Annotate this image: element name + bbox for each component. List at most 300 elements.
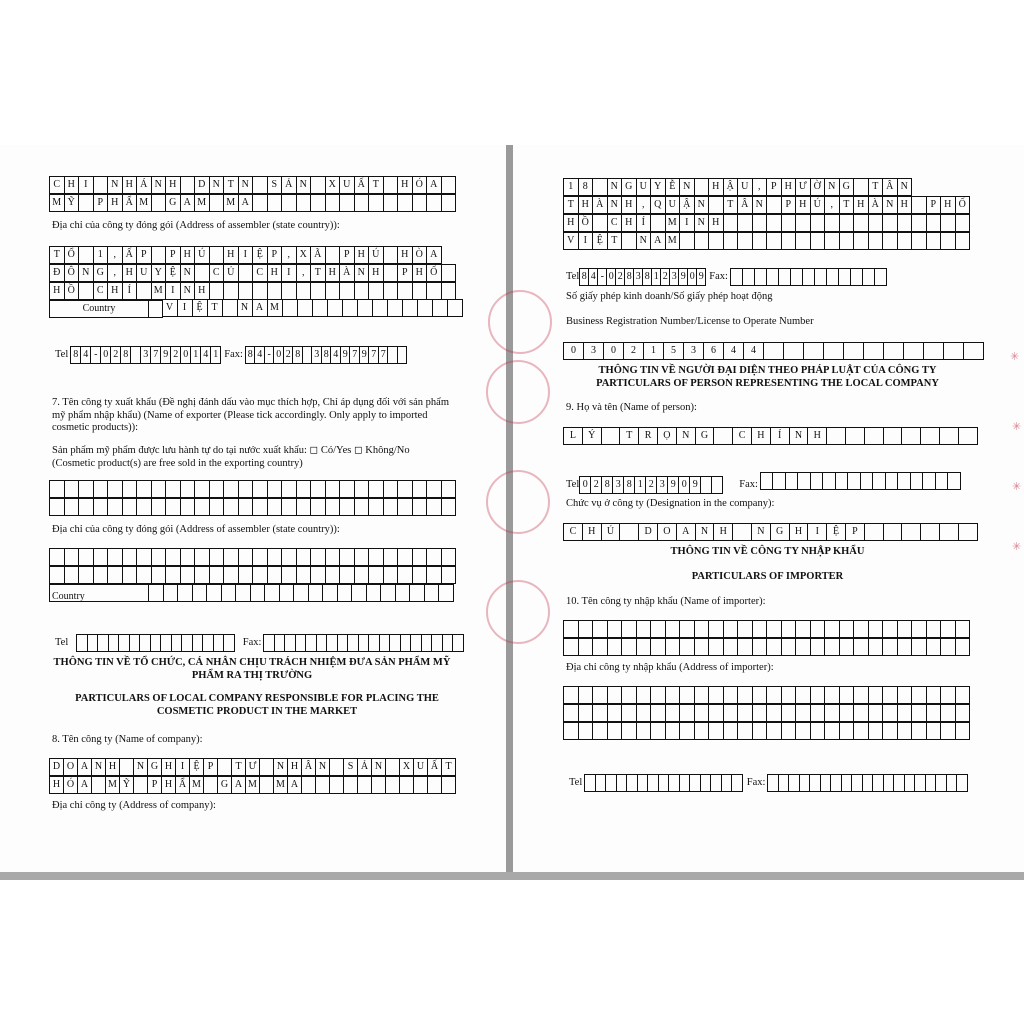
char-box[interactable] [78, 498, 94, 516]
char-box[interactable] [864, 523, 884, 541]
char-box[interactable]: T [619, 427, 639, 445]
char-box[interactable] [563, 620, 579, 638]
char-box[interactable]: N [151, 176, 167, 194]
char-box[interactable]: 3 [612, 476, 624, 494]
char-box[interactable]: Ệ [192, 299, 208, 317]
char-box[interactable] [337, 584, 353, 602]
char-box[interactable]: Y [650, 178, 666, 196]
char-box[interactable]: P [136, 246, 152, 264]
char-box[interactable]: , [824, 196, 840, 214]
char-box[interactable] [163, 584, 179, 602]
char-box[interactable] [49, 548, 65, 566]
char-box[interactable]: G [621, 178, 637, 196]
char-box[interactable] [650, 722, 666, 740]
char-box[interactable] [235, 584, 251, 602]
char-box[interactable] [824, 232, 840, 250]
char-box[interactable] [694, 686, 710, 704]
char-box[interactable] [441, 776, 456, 794]
char-box[interactable]: N [209, 176, 225, 194]
char-box[interactable]: C [93, 282, 109, 300]
char-box[interactable] [148, 584, 164, 602]
char-box[interactable]: Ệ [165, 264, 181, 282]
char-box[interactable] [636, 686, 652, 704]
char-box[interactable] [911, 232, 927, 250]
char-box[interactable] [897, 686, 913, 704]
char-box[interactable] [64, 566, 80, 584]
char-box[interactable] [940, 704, 956, 722]
char-box[interactable]: N [354, 264, 370, 282]
char-box[interactable] [259, 776, 274, 794]
char-box[interactable] [592, 722, 608, 740]
char-box[interactable]: O [63, 758, 78, 776]
char-box[interactable]: P [165, 246, 181, 264]
char-box[interactable] [723, 686, 739, 704]
char-box[interactable] [402, 299, 418, 317]
char-box[interactable] [310, 194, 326, 212]
char-box[interactable] [93, 566, 109, 584]
char-box[interactable] [354, 194, 370, 212]
char-box[interactable]: N [133, 758, 148, 776]
char-box[interactable] [737, 686, 753, 704]
char-box[interactable]: H [807, 427, 827, 445]
char-box[interactable] [238, 566, 254, 584]
char-box[interactable] [897, 620, 913, 638]
char-box[interactable] [926, 722, 942, 740]
char-box[interactable]: 0 [687, 268, 697, 286]
char-box[interactable] [839, 722, 855, 740]
char-box[interactable] [783, 342, 804, 360]
char-box[interactable] [310, 548, 326, 566]
char-box[interactable]: 6 [703, 342, 724, 360]
char-box[interactable]: Y [151, 264, 167, 282]
char-box[interactable] [958, 523, 978, 541]
char-box[interactable] [920, 427, 940, 445]
char-box[interactable] [781, 638, 797, 656]
char-box[interactable] [339, 194, 355, 212]
char-box[interactable]: A [426, 176, 442, 194]
char-box[interactable] [151, 498, 167, 516]
char-box[interactable] [636, 722, 652, 740]
company-fax-cells[interactable] [731, 268, 887, 286]
char-box[interactable]: H [107, 282, 123, 300]
char-box[interactable]: M [194, 194, 210, 212]
char-box[interactable] [310, 176, 326, 194]
char-box[interactable] [203, 776, 218, 794]
char-box[interactable] [397, 346, 408, 364]
char-box[interactable] [78, 194, 94, 212]
char-box[interactable]: Ệ [592, 232, 608, 250]
char-box[interactable]: 0 [603, 342, 624, 360]
char-box[interactable]: 7 [150, 346, 161, 364]
char-box[interactable] [282, 299, 298, 317]
company-name-row[interactable] [50, 176, 456, 194]
char-box[interactable] [93, 176, 109, 194]
char-box[interactable]: Í [636, 214, 652, 232]
char-box[interactable]: T [839, 196, 855, 214]
char-box[interactable] [650, 704, 666, 722]
char-box[interactable] [940, 638, 956, 656]
char-box[interactable]: N [238, 176, 254, 194]
char-box[interactable]: H [563, 214, 579, 232]
char-box[interactable]: Ú [810, 196, 826, 214]
char-box[interactable]: Ô [64, 264, 80, 282]
char-box[interactable]: T [868, 178, 884, 196]
char-box[interactable] [679, 704, 695, 722]
char-box[interactable]: 7 [378, 346, 389, 364]
char-box[interactable] [441, 480, 457, 498]
char-box[interactable] [723, 232, 739, 250]
company-address-row[interactable] [564, 214, 970, 232]
char-box[interactable] [578, 704, 594, 722]
char-box[interactable] [563, 722, 579, 740]
char-box[interactable]: 4 [743, 342, 764, 360]
char-box[interactable]: D [638, 523, 658, 541]
char-box[interactable]: Ễ [665, 178, 681, 196]
char-box[interactable]: T [723, 196, 739, 214]
char-box[interactable] [119, 758, 134, 776]
char-box[interactable] [238, 264, 254, 282]
char-box[interactable] [797, 472, 811, 490]
char-box[interactable] [826, 427, 846, 445]
char-box[interactable] [209, 246, 225, 264]
char-box[interactable] [78, 246, 94, 264]
char-box[interactable] [601, 427, 621, 445]
char-box[interactable] [723, 214, 739, 232]
char-box[interactable]: M [189, 776, 204, 794]
char-box[interactable] [911, 722, 927, 740]
char-box[interactable] [107, 566, 123, 584]
char-box[interactable] [325, 548, 341, 566]
char-box[interactable] [737, 232, 753, 250]
char-box[interactable] [563, 638, 579, 656]
char-box[interactable]: 4 [200, 346, 211, 364]
char-box[interactable] [823, 342, 844, 360]
char-box[interactable] [882, 620, 898, 638]
char-box[interactable] [923, 342, 944, 360]
char-box[interactable] [354, 282, 370, 300]
company-tel-cells[interactable] [580, 268, 706, 286]
char-box[interactable] [383, 246, 399, 264]
char-box[interactable] [296, 548, 312, 566]
char-box[interactable] [64, 480, 80, 498]
char-box[interactable]: N [676, 427, 696, 445]
char-box[interactable] [607, 638, 623, 656]
char-box[interactable]: 0 [273, 346, 284, 364]
char-box[interactable]: P [397, 264, 413, 282]
char-box[interactable]: X [296, 246, 312, 264]
char-box[interactable]: I [78, 176, 94, 194]
char-box[interactable] [122, 498, 138, 516]
char-box[interactable]: X [399, 758, 414, 776]
char-box[interactable] [940, 232, 956, 250]
char-box[interactable] [926, 232, 942, 250]
char-box[interactable] [679, 620, 695, 638]
char-box[interactable]: 4 [254, 346, 265, 364]
importer-address-row[interactable] [564, 686, 970, 704]
char-box[interactable]: H [267, 264, 283, 282]
char-box[interactable] [165, 548, 181, 566]
char-box[interactable] [911, 620, 927, 638]
char-box[interactable] [708, 722, 724, 740]
char-box[interactable]: 8 [321, 346, 332, 364]
char-box[interactable] [621, 638, 637, 656]
char-box[interactable] [252, 176, 268, 194]
char-box[interactable] [308, 584, 324, 602]
char-box[interactable]: C [252, 264, 268, 282]
char-box[interactable]: H [287, 758, 302, 776]
char-box[interactable]: M [245, 776, 260, 794]
company-address-row[interactable] [564, 178, 912, 196]
char-box[interactable] [650, 638, 666, 656]
char-box[interactable] [763, 342, 784, 360]
char-box[interactable] [737, 704, 753, 722]
char-box[interactable] [223, 282, 239, 300]
char-box[interactable] [882, 214, 898, 232]
char-box[interactable] [78, 480, 94, 498]
char-box[interactable] [795, 620, 811, 638]
char-box[interactable] [839, 686, 855, 704]
char-box[interactable]: P [766, 178, 782, 196]
char-box[interactable] [297, 299, 313, 317]
char-box[interactable] [650, 214, 666, 232]
char-box[interactable] [592, 638, 608, 656]
char-box[interactable]: 8 [624, 268, 634, 286]
char-box[interactable] [192, 584, 208, 602]
char-box[interactable] [223, 498, 239, 516]
char-box[interactable] [665, 620, 681, 638]
char-box[interactable]: C [563, 523, 583, 541]
importer-tel-cells[interactable] [585, 774, 743, 792]
char-box[interactable]: A [77, 776, 92, 794]
char-box[interactable]: À [339, 264, 355, 282]
char-box[interactable]: N [752, 196, 768, 214]
char-box[interactable]: G [93, 264, 109, 282]
char-box[interactable] [781, 704, 797, 722]
char-box[interactable] [412, 566, 428, 584]
char-box[interactable]: M [151, 282, 167, 300]
char-box[interactable]: H [354, 246, 370, 264]
char-box[interactable]: H [578, 196, 594, 214]
char-box[interactable] [621, 686, 637, 704]
char-box[interactable] [354, 480, 370, 498]
char-box[interactable]: Ó [63, 776, 78, 794]
char-box[interactable] [578, 686, 594, 704]
char-box[interactable] [824, 722, 840, 740]
char-box[interactable]: 0 [606, 268, 616, 286]
char-box[interactable] [621, 620, 637, 638]
char-box[interactable]: , [107, 246, 123, 264]
importer-address-row[interactable] [564, 704, 970, 722]
char-box[interactable] [136, 480, 152, 498]
char-box[interactable] [78, 282, 94, 300]
char-box[interactable]: H [49, 776, 64, 794]
char-box[interactable] [901, 523, 921, 541]
char-box[interactable] [438, 584, 454, 602]
char-box[interactable]: À [592, 196, 608, 214]
char-box[interactable]: P [845, 523, 865, 541]
char-box[interactable]: N [237, 299, 253, 317]
char-box[interactable] [868, 620, 884, 638]
char-box[interactable] [864, 427, 884, 445]
char-box[interactable] [417, 299, 433, 317]
char-box[interactable]: Ẩ [175, 776, 190, 794]
char-box[interactable] [452, 634, 464, 652]
char-box[interactable]: 3 [669, 268, 679, 286]
char-box[interactable]: M [136, 194, 152, 212]
char-box[interactable] [824, 214, 840, 232]
char-box[interactable]: C [209, 264, 225, 282]
char-box[interactable] [151, 566, 167, 584]
char-box[interactable]: I [578, 232, 594, 250]
char-box[interactable] [853, 686, 869, 704]
char-box[interactable] [223, 480, 239, 498]
char-box[interactable] [252, 282, 268, 300]
char-box[interactable] [339, 548, 355, 566]
char-box[interactable]: H [897, 196, 913, 214]
char-box[interactable]: 1 [210, 346, 221, 364]
char-box[interactable]: P [147, 776, 162, 794]
char-box[interactable]: N [882, 196, 898, 214]
char-box[interactable]: I [175, 758, 190, 776]
char-box[interactable]: Ú [368, 246, 384, 264]
char-box[interactable]: Ố [426, 264, 442, 282]
char-box[interactable] [322, 584, 338, 602]
char-box[interactable]: 3 [583, 342, 604, 360]
char-box[interactable] [221, 584, 237, 602]
char-box[interactable] [252, 548, 268, 566]
char-box[interactable]: 9 [689, 476, 701, 494]
char-box[interactable]: 1 [93, 246, 109, 264]
char-box[interactable] [426, 282, 442, 300]
char-box[interactable]: T [441, 758, 456, 776]
char-box[interactable]: G [165, 194, 181, 212]
char-box[interactable] [955, 638, 971, 656]
char-box[interactable] [296, 480, 312, 498]
char-box[interactable] [426, 566, 442, 584]
char-box[interactable] [281, 480, 297, 498]
char-box[interactable]: , [636, 196, 652, 214]
char-box[interactable] [383, 548, 399, 566]
char-box[interactable]: N [679, 178, 695, 196]
char-box[interactable] [136, 566, 152, 584]
char-box[interactable]: 1 [634, 476, 646, 494]
char-box[interactable] [810, 704, 826, 722]
char-box[interactable] [874, 268, 887, 286]
char-box[interactable] [713, 427, 733, 445]
char-box[interactable]: H [180, 246, 196, 264]
char-box[interactable]: A [676, 523, 696, 541]
char-box[interactable] [679, 686, 695, 704]
char-box[interactable]: 3 [656, 476, 668, 494]
char-box[interactable] [810, 620, 826, 638]
char-box[interactable] [238, 498, 254, 516]
char-box[interactable] [679, 232, 695, 250]
char-box[interactable] [872, 472, 886, 490]
char-box[interactable] [412, 282, 428, 300]
char-box[interactable] [940, 620, 956, 638]
char-box[interactable]: H [940, 196, 956, 214]
char-box[interactable] [151, 548, 167, 566]
char-box[interactable]: 9 [359, 346, 370, 364]
char-box[interactable] [180, 548, 196, 566]
char-box[interactable] [847, 472, 861, 490]
char-box[interactable] [926, 620, 942, 638]
char-box[interactable] [397, 194, 413, 212]
char-box[interactable] [447, 299, 463, 317]
char-box[interactable] [397, 548, 413, 566]
char-box[interactable]: , [281, 246, 297, 264]
char-box[interactable]: M [49, 194, 65, 212]
char-box[interactable] [329, 776, 344, 794]
char-box[interactable] [325, 566, 341, 584]
char-box[interactable] [592, 704, 608, 722]
char-box[interactable] [824, 638, 840, 656]
char-box[interactable] [752, 620, 768, 638]
char-box[interactable] [383, 480, 399, 498]
char-box[interactable] [177, 584, 193, 602]
char-box[interactable]: N [180, 282, 196, 300]
char-box[interactable]: I [177, 299, 193, 317]
char-box[interactable]: N [315, 758, 330, 776]
char-box[interactable]: G [147, 758, 162, 776]
char-box[interactable] [824, 620, 840, 638]
char-box[interactable] [863, 342, 884, 360]
char-box[interactable]: H [412, 264, 428, 282]
company8-name-row[interactable] [50, 758, 456, 776]
country-cells[interactable] [163, 299, 463, 317]
char-box[interactable] [426, 498, 442, 516]
char-box[interactable] [563, 704, 579, 722]
char-box[interactable] [694, 232, 710, 250]
char-box[interactable] [136, 498, 152, 516]
char-box[interactable]: T [207, 299, 223, 317]
char-box[interactable]: 9 [160, 346, 171, 364]
char-box[interactable] [911, 214, 927, 232]
char-box[interactable]: A [252, 299, 268, 317]
char-box[interactable]: P [339, 246, 355, 264]
char-box[interactable]: 1 [563, 178, 579, 196]
char-box[interactable]: 8 [642, 268, 652, 286]
char-box[interactable] [935, 472, 949, 490]
char-box[interactable]: 9 [667, 476, 679, 494]
importer-name-row[interactable] [564, 638, 970, 656]
char-box[interactable] [267, 282, 283, 300]
char-box[interactable] [665, 722, 681, 740]
char-box[interactable] [78, 566, 94, 584]
char-box[interactable] [64, 498, 80, 516]
char-box[interactable] [223, 566, 239, 584]
char-box[interactable]: Ệ [189, 758, 204, 776]
person-tel-cells[interactable] [580, 476, 723, 494]
char-box[interactable] [883, 523, 903, 541]
char-box[interactable]: Ỹ [119, 776, 134, 794]
char-box[interactable]: I [679, 214, 695, 232]
country-row-2[interactable] [50, 584, 454, 602]
char-box[interactable] [93, 548, 109, 566]
char-box[interactable] [578, 620, 594, 638]
char-box[interactable]: Â [882, 178, 898, 196]
char-box[interactable] [766, 232, 782, 250]
char-box[interactable]: H [397, 246, 413, 264]
char-box[interactable] [781, 232, 797, 250]
char-box[interactable]: P [926, 196, 942, 214]
char-box[interactable] [694, 620, 710, 638]
char-box[interactable] [252, 194, 268, 212]
char-box[interactable] [853, 638, 869, 656]
char-box[interactable]: Ồ [64, 282, 80, 300]
char-box[interactable]: Ấ [354, 176, 370, 194]
char-box[interactable]: H [853, 196, 869, 214]
